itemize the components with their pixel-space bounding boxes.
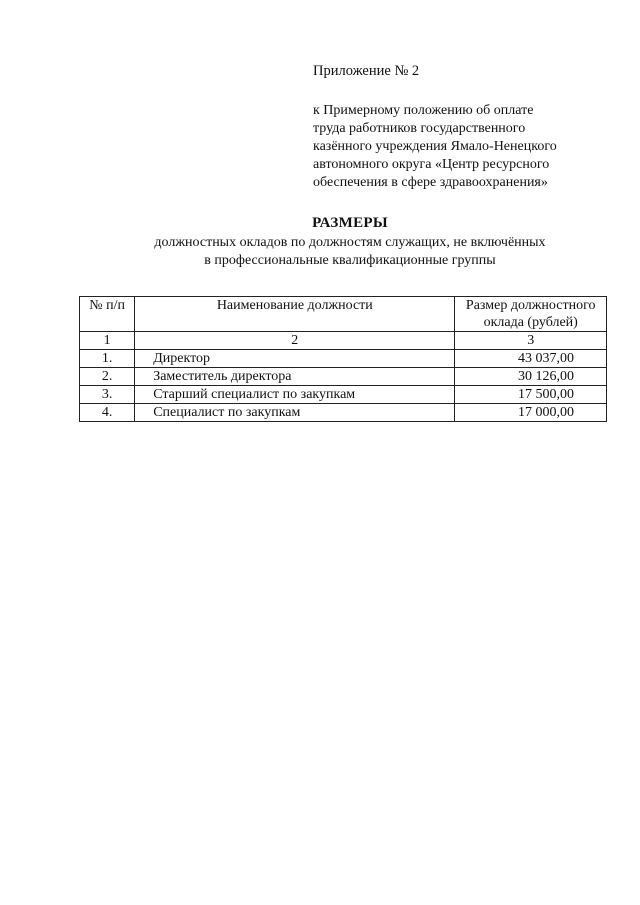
table-row bbox=[80, 368, 607, 386]
appendix-line: обеспечения в сфере здравоохранения» bbox=[313, 175, 548, 190]
heading-subtitle-line: должностных окладов по должностям служащих, не включённых bbox=[154, 235, 546, 250]
document-heading bbox=[60, 214, 640, 270]
row-position-name: Директор bbox=[135, 350, 455, 368]
row-amount: 30 126,00 bbox=[455, 368, 607, 386]
table-row bbox=[80, 404, 607, 422]
index-cell: 1 bbox=[80, 332, 135, 350]
row-amount: 17 500,00 bbox=[455, 386, 607, 404]
row-num: 3. bbox=[80, 386, 135, 404]
header-num: № п/п bbox=[80, 297, 135, 332]
row-num: 4. bbox=[80, 404, 135, 422]
table-index-row bbox=[80, 332, 607, 350]
table-header-row bbox=[80, 297, 607, 332]
salary-table bbox=[79, 296, 607, 422]
table-row bbox=[80, 350, 607, 368]
row-amount: 17 000,00 bbox=[455, 404, 607, 422]
row-position-name: Старший специалист по закупкам bbox=[135, 386, 455, 404]
header-name: Наименование должности bbox=[135, 297, 455, 332]
header-amount bbox=[455, 297, 607, 332]
appendix-title: Приложение № 2 bbox=[313, 63, 420, 79]
appendix-block bbox=[313, 62, 613, 192]
row-amount: 43 037,00 bbox=[455, 350, 607, 368]
index-cell: 3 bbox=[455, 332, 607, 350]
index-cell: 2 bbox=[135, 332, 455, 350]
heading-title: РАЗМЕРЫ bbox=[312, 215, 388, 231]
header-amount-line2: оклада (рублей) bbox=[483, 315, 578, 330]
appendix-line: казённого учреждения Ямало-Ненецкого bbox=[313, 139, 557, 154]
row-position-name: Заместитель директора bbox=[135, 368, 455, 386]
row-num: 1. bbox=[80, 350, 135, 368]
appendix-line: труда работников государственного bbox=[313, 121, 526, 136]
header-amount-line1: Размер должностного bbox=[465, 298, 596, 313]
table-row bbox=[80, 386, 607, 404]
row-num: 2. bbox=[80, 368, 135, 386]
appendix-line: автономного округа «Центр ресурсного bbox=[313, 157, 550, 172]
row-position-name: Специалист по закупкам bbox=[135, 404, 455, 422]
heading-subtitle-line: в профессиональные квалификационные группы bbox=[204, 253, 496, 268]
appendix-line: к Примерному положению об оплате bbox=[313, 103, 534, 118]
